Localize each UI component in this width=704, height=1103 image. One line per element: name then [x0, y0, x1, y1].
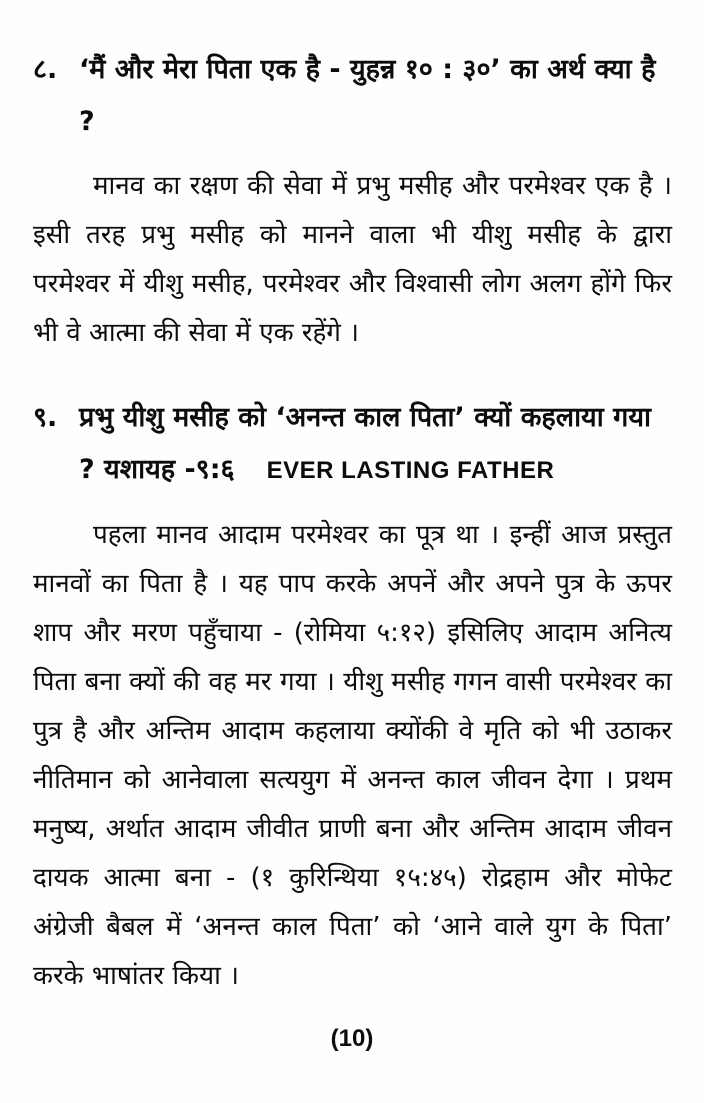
- question-9-section: [33, 392, 672, 1001]
- question-9-heading: [33, 392, 672, 497]
- question-9-hindi-text: प्रभु यीशु मसीह को ‘अनन्त काल पिता’ क्यों कहलाया गया ? यशायह -९:६: [79, 402, 651, 485]
- question-8-text: ‘मैं और मेरा पिता एक है - युहन्न १० : ३०’ का अर्थ क्या है ?: [79, 54, 656, 137]
- question-9-text: [79, 392, 672, 497]
- question-9-english-note: EVER LASTING FATHER: [266, 457, 555, 484]
- question-8-section: [33, 44, 672, 358]
- answer-9-paragraph: पहला मानव आदाम परमेश्वर का पूत्र था । इन्हीं आज प्रस्तुत मानवों का पिता है । यह पाप करके अपनें और अपने पुत्र के ऊपर शाप और मरण पहुँचाया - (रोमिया ५:१२) इसिलिए आदाम अनित्य पिता बना क्यों की वह मर गया । यीशु मसीह गगन वासी परमेश्वर का पुत्र है और अन्तिम आदाम कहलाया क्योंकी वे मृति को भी उठाकर नीतिमान को आनेवाला सत्ययुग में अनन्त काल जीवन देगा । प्रथम मनुष्य, अर्थात आदाम जीवीत प्राणी बना और अन्तिम आदाम जीवन दायक आत्मा बना - (१ कुरिन्थिया १५:४५) रोद्रहाम और मोफेट अंग्रेजी बैबल में ‘अनन्त काल पिता’ को ‘आने वाले युग के पिता’ करके भाषांतर किया ।: [33, 520, 672, 991]
- page-number: (10): [330, 1025, 374, 1052]
- question-8-number: ८.: [33, 54, 58, 85]
- answer-8-paragraph: मानव का रक्षण की सेवा में प्रभु मसीह और परमेश्वर एक है । इसी तरह प्रभु मसीह को मानने वाला भी यीशु मसीह के द्वारा परमेश्वर में यीशु मसीह, परमेश्वर और विश्वासी लोग अलग होंगे फिर भी वे आत्मा की सेवा में एक रहेंगे ।: [33, 171, 672, 348]
- question-8-heading: [33, 44, 672, 148]
- question-9-number: ९.: [33, 402, 58, 433]
